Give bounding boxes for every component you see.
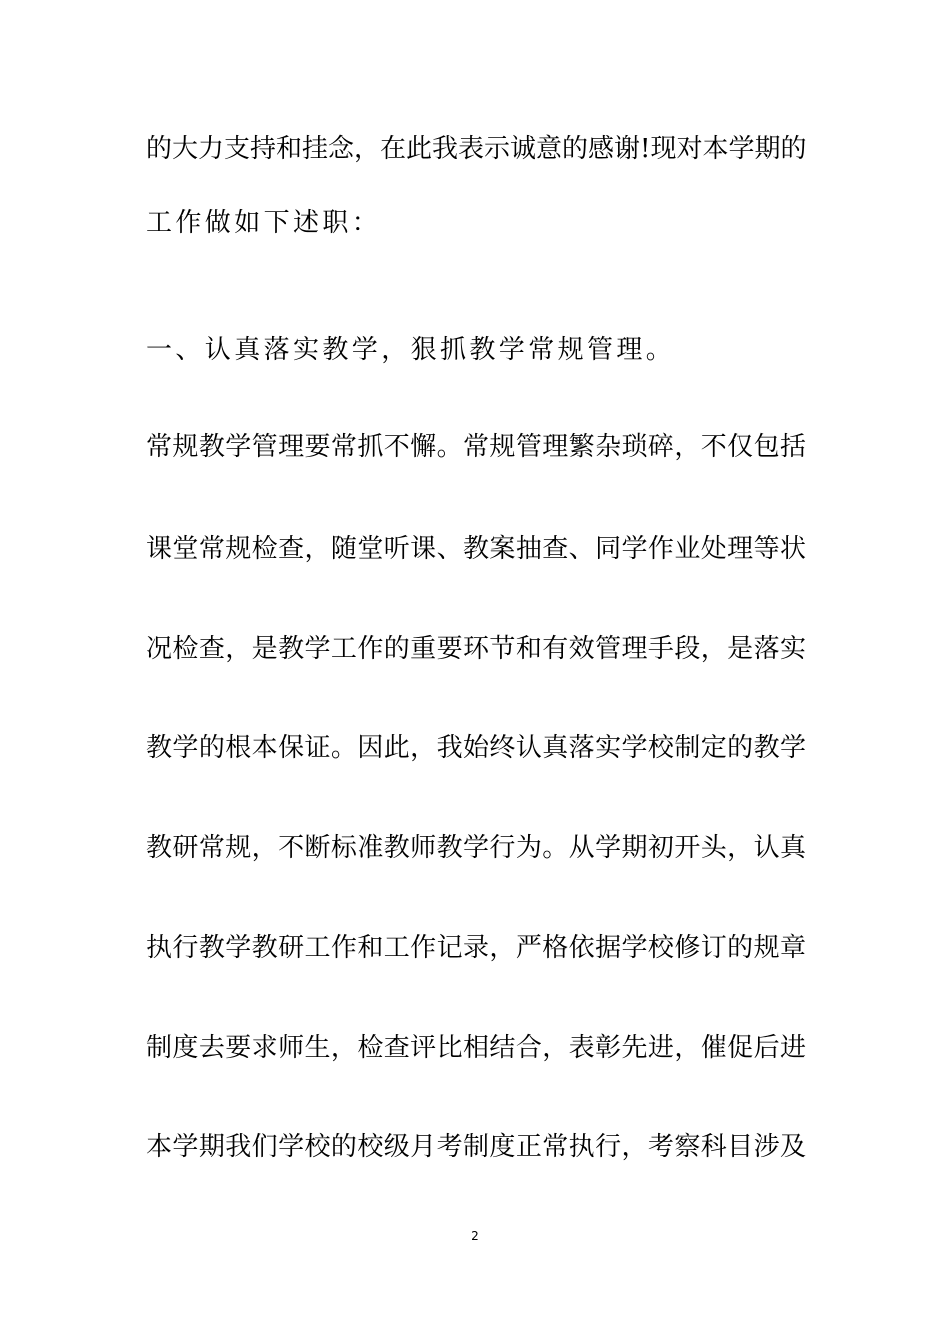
body-text-line: 本学期我们学校的校级月考制度正常执行，考察科目涉及 (146, 1132, 806, 1162)
body-text-line: 课堂常规检查，随堂听课、教案抽查、同学作业处理等状 (146, 534, 806, 564)
body-text-line: 的大力支持和挂念，在此我表示诚意的感谢!现对本学期的 (146, 134, 807, 164)
page-number: 2 (471, 1229, 479, 1243)
body-text-line: 教研常规，不断标准教师教学行为。从学期初开头，认真 (146, 833, 806, 863)
section-heading: 一、认真落实教学，狠抓教学常规管理。 (146, 335, 676, 365)
body-text-line: 况检查，是教学工作的重要环节和有效管理手段，是落实 (146, 634, 806, 664)
body-text-line: 制度去要求师生，检查评比相结合，表彰先进，催促后进 (146, 1033, 806, 1063)
body-text-line: 执行教学教研工作和工作记录，严格依据学校修订的规章 (146, 933, 806, 963)
body-text-line: 教学的根本保证。因此，我始终认真落实学校制定的教学 (146, 733, 806, 763)
body-text-line: 工作做如下述职： (146, 208, 382, 238)
body-text-line: 常规教学管理要常抓不懈。常规管理繁杂琐碎，不仅包括 (146, 432, 806, 462)
